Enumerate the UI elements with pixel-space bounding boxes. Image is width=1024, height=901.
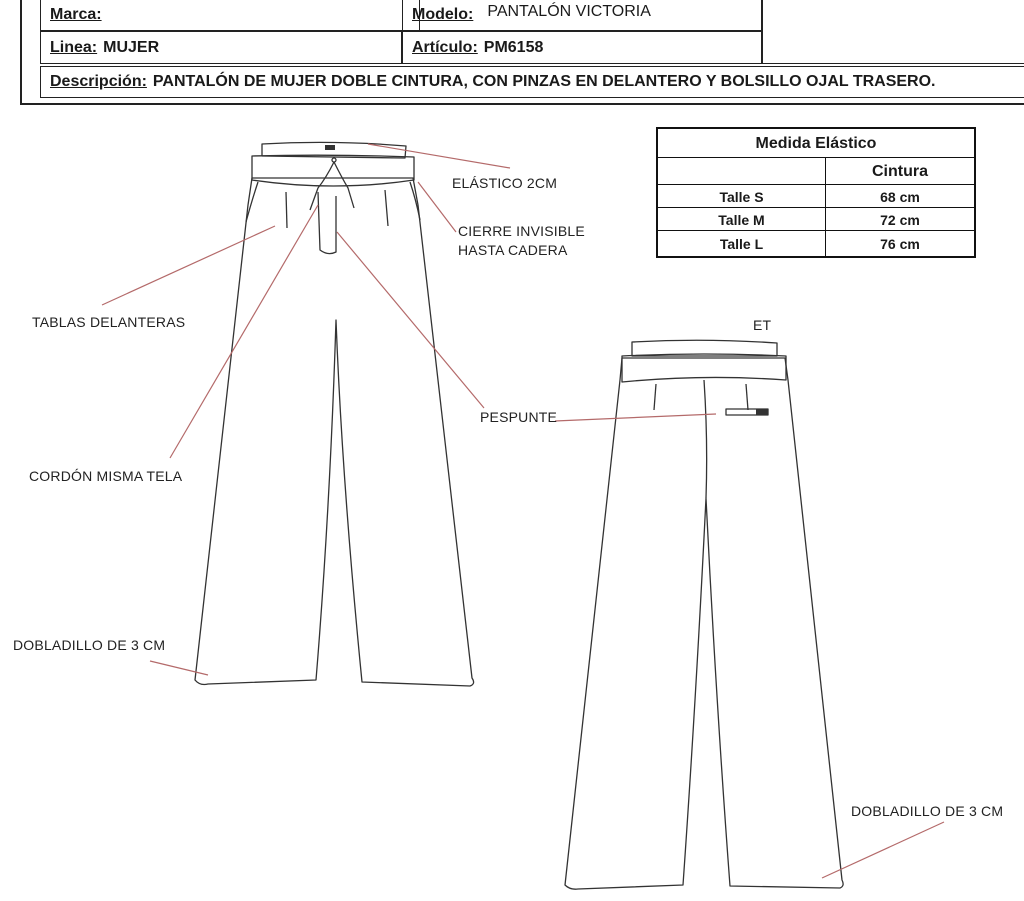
annotation-topstitch: PESPUNTE — [480, 409, 558, 425]
measure-title: Medida Elástico — [755, 135, 877, 152]
back-pants-drawing — [565, 340, 843, 889]
front-pants-outline — [195, 178, 474, 686]
back-dart-left — [654, 384, 656, 410]
size-value: 72 cm — [880, 211, 920, 228]
model-value: PANTALÓN VICTORIA — [487, 2, 651, 20]
leader-zipper — [418, 182, 456, 232]
drawstring-right — [334, 162, 354, 208]
annotation-et-fragment: ET — [753, 317, 772, 333]
article-label: Artículo: — [412, 38, 478, 56]
annotation-zipper-line2: HASTA CADERA — [458, 242, 568, 258]
line-label: Linea: — [50, 38, 98, 56]
front-pants-drawing — [195, 142, 474, 686]
front-fly-stitch — [318, 192, 336, 254]
front-lower-band — [252, 155, 414, 186]
front-brand-label — [325, 145, 335, 150]
front-pleat-right — [385, 190, 388, 226]
leader-back-pocket — [555, 414, 716, 421]
leader-topstitch — [337, 232, 484, 408]
leader-hem-back — [822, 822, 944, 878]
drawstring-eyelet — [332, 158, 336, 162]
line-value: MUJER — [103, 38, 160, 56]
back-dart-right — [746, 384, 748, 410]
annotation-cord: CORDÓN MISMA TELA — [29, 468, 183, 484]
back-center-seam — [704, 380, 707, 498]
annotation-hem-front: DOBLADILLO DE 3 CM — [13, 637, 166, 653]
measure-column-header: Cintura — [872, 162, 928, 180]
description-label: Descripción: — [50, 73, 147, 90]
leader-hem-front — [150, 661, 208, 675]
back-brand-tab — [756, 409, 768, 415]
size-label: Talle L — [658, 231, 826, 257]
size-value: 68 cm — [880, 188, 920, 205]
leader-pleats — [102, 226, 275, 305]
annotation-hem-back: DOBLADILLO DE 3 CM — [851, 803, 1004, 819]
back-pants-outline — [565, 358, 843, 889]
size-label: Talle S — [658, 185, 826, 208]
annotation-front-pleats: TABLAS DELANTERAS — [32, 314, 186, 330]
brand-label: Marca: — [50, 5, 102, 23]
annotation-zipper-line1: CIERRE INVISIBLE — [458, 223, 585, 239]
size-label: Talle M — [658, 208, 826, 231]
size-value: 76 cm — [880, 236, 920, 252]
annotation-elastic: ELÁSTICO 2CM — [452, 175, 558, 191]
model-label: Modelo: — [412, 5, 474, 23]
description-value: PANTALÓN DE MUJER DOBLE CINTURA, CON PINZAS EN DELANTERO Y BOLSILLO OJAL TRASERO. — [152, 73, 936, 90]
article-value: PM6158 — [483, 38, 544, 56]
front-pleat-left — [286, 192, 287, 228]
